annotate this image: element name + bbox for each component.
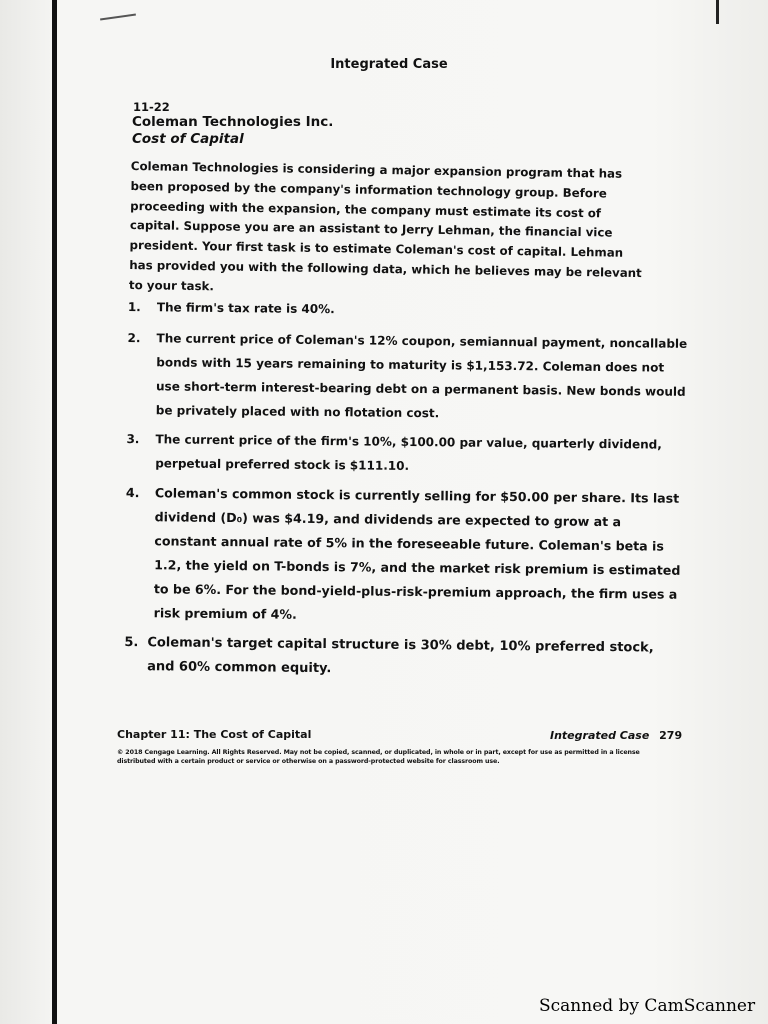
case-subject: Cost of Capital (132, 131, 244, 147)
list-item-number: 2. (127, 330, 141, 346)
page-title: Integrated Case (330, 57, 448, 72)
list-item (127, 326, 688, 428)
case-number: 11-22 (133, 100, 170, 114)
footer-page-number: 279 (659, 729, 683, 742)
list-item-number: 1. (127, 299, 141, 315)
scanner-watermark: Scanned by CamScanner (539, 996, 756, 1016)
copyright-notice: © 2018 Cengage Learning. All Rights Reserved. May not be copied, scanned, or duplicated, in whole or in part, except for use as permitted in a license distributed with a certain product or service or otherwise on a password-protected website for classroom use. (117, 749, 640, 765)
pen-stroke-mark (100, 14, 136, 21)
page-right-edge-mark (716, 0, 719, 24)
list-item-text: The current price of Coleman's 12% coupon, semiannual payment, noncallable bonds with 15 years remaining to maturity is $1,153.72. Coleman does not use short-term interest-bearing debt on a permanent basis. New bonds would be privately placed with no flotation cost. (155, 331, 688, 421)
list-item-text: Coleman's target capital structure is 30% debt, 10% preferred stock, and 60% common equity. (147, 635, 654, 677)
page-left-edge-shadow (52, 0, 57, 1024)
list-item-number: 4. (125, 484, 140, 501)
footer-page-info (550, 729, 682, 742)
company-name: Coleman Technologies Inc. (132, 114, 334, 130)
list-item (128, 295, 688, 325)
intro-paragraph: Coleman Technologies is considering a major expansion program that has been proposed by the company's information technology group. Before proceeding with the expansion, the company must estimate its cost of capital. Suppose you are an assistant to Jerry Lehman, the financial vice president. Your first task is to estimate Coleman's cost of capital. Lehman has provided you with the following data, which he believes may be relevant to your task. (128, 158, 642, 294)
list-item-text: The current price of the firm's 10%, $100.00 par value, quarterly dividend, perpetual preferred stock is $111.10. (155, 432, 662, 473)
list-item (126, 427, 686, 481)
list-item-number: 5. (124, 634, 139, 651)
list-item-text: The firm's tax rate is 40%. (156, 300, 335, 317)
footer-chapter: Chapter 11: The Cost of Capital (117, 728, 312, 741)
list-item-number: 3. (126, 431, 140, 447)
footer-case-label: Integrated Case (550, 729, 650, 742)
list-item (125, 481, 686, 631)
list-item (124, 631, 684, 685)
list-item-text: Coleman's common stock is currently selling for $50.00 per share. Its last dividend (D₀) was $4.19, and dividends are expected to grow at a constant annual rate of 5% in the foreseeable future. Coleman's beta is 1.2, the yield on T-bonds is 7%, and the market risk premium is estimated to be 6%. For the bond-yield-plus-risk-premium approach, the firm uses a risk premium of 4%. (153, 485, 681, 622)
data-list (124, 295, 688, 685)
